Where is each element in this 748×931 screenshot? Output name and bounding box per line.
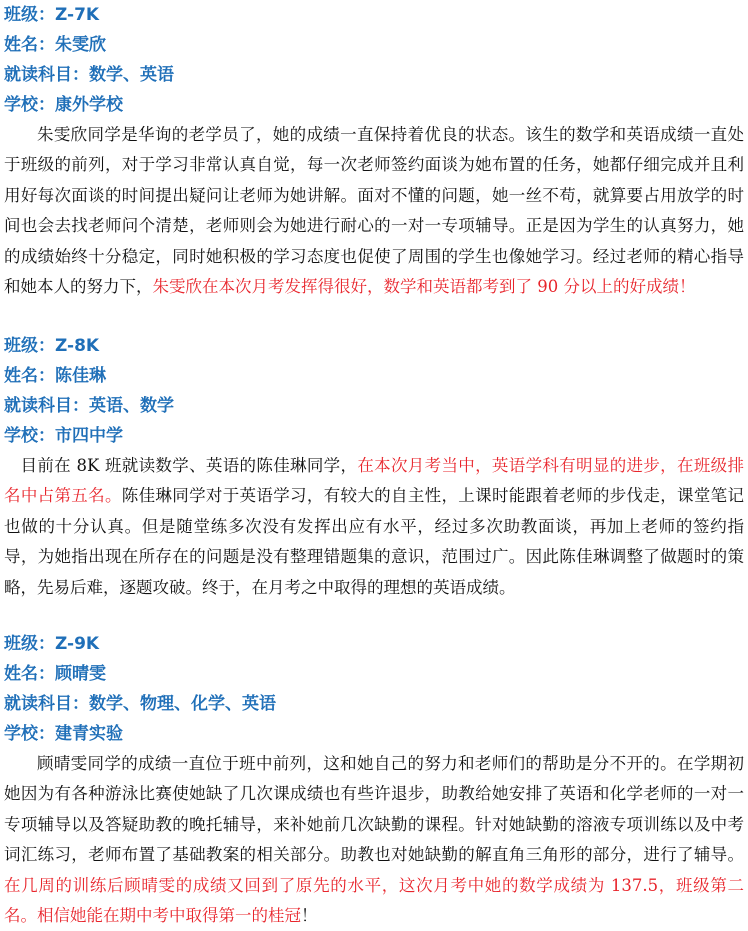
highlight-text: 朱雯欣在本次月考发挥得很好，数学和英语都考到了 90 分以上的好成绩！: [152, 277, 696, 297]
name-line: [4, 361, 744, 391]
school-label: 学校：: [4, 426, 55, 446]
paragraph-text-continued: 陈佳琳同学对于英语学习，有较大的自主性，上课时能跟着老师的步伐走，课堂笔记也做的十分认真。但是随堂练多次没有发挥出应有水平，经过多次助教面谈，再加上老师的签约指导，为她指出现在所存在的问题是没有整理错题集的意识，范围过广。因此陈佳琳调整了做题时的策略，先易后难，逐题攻破。终于，在月考之中取得的理想的英语成绩。: [4, 486, 745, 597]
paragraph-text: 朱雯欣同学是华询的老学员了，她的成绩一直保持着优良的状态。该生的数学和英语成绩一直处于班级的前列，对于学习非常认真自觉，每一次老师签约面谈为她布置的任务，她都仔细完成并且利用好每次面谈的时间提出疑问让老师为她讲解。面对不懂的问题，她一丝不苟，就算要占用放学的时间也会去找老师问个清楚，老师则会为她进行耐心的一对一专项辅导。正是因为学生的认真努力，她的成绩始终十分稳定，同时她积极的学习态度也促使了周围的学生也像她学习。经过老师的精心指导和她本人的努力下，: [4, 125, 744, 297]
student-report-2: [4, 331, 744, 603]
subjects-label: 就读科目：: [4, 396, 89, 416]
name-line: [4, 30, 744, 60]
class-value: Z-9K: [55, 634, 100, 654]
subjects-label: 就读科目：: [4, 65, 89, 85]
name-value: 顾晴雯: [55, 664, 106, 684]
subjects-value: 英语、数学: [89, 396, 174, 416]
class-line: [4, 629, 744, 659]
name-label: 姓名：: [4, 664, 55, 684]
subjects-line: [4, 60, 744, 90]
subjects-value: 数学、英语: [89, 65, 174, 85]
class-label: 班级：: [4, 634, 55, 654]
school-line: [4, 90, 744, 120]
paragraph-text: 顾晴雯同学的成绩一直位于班中前列，这和她自己的努力和老师们的帮助是分不开的。在学期初她因为有各种游泳比赛使她缺了几次课成绩也有些许退步，助教给她安排了英语和化学老师的一对一专项辅导以及答疑助教的晚托辅导，来补她前几次缺勤的课程。针对她缺勤的溶液专项训练以及中考词汇练习，老师布置了基础教案的相关部分。助教也对她缺勤的解直角三角形的部分，进行了辅导。: [4, 754, 744, 865]
school-label: 学校：: [4, 724, 55, 744]
subjects-value: 数学、物理、化学、英语: [89, 694, 276, 714]
class-line: [4, 0, 744, 30]
student-report-1: [4, 0, 744, 302]
subjects-line: [4, 391, 744, 421]
class-value: Z-7K: [55, 5, 100, 25]
report-paragraph: [4, 451, 744, 603]
highlight-text: 在几周的训练后顾晴雯的成绩又回到了原先的水平，这次月考中她的数学成绩为 137.5，班级第二名。相信她能在期中考中取得第一的桂冠: [4, 875, 744, 926]
subjects-label: 就读科目：: [4, 694, 89, 714]
subjects-line: [4, 689, 744, 719]
school-value: 市四中学: [55, 426, 123, 446]
highlight-text: 在本次月考当中，英语学科有明显的进步，在班级排名中占第五名。: [4, 456, 744, 506]
school-label: 学校：: [4, 95, 55, 115]
report-paragraph: [4, 120, 744, 302]
student-report-3: [4, 629, 744, 931]
name-value: 陈佳琳: [55, 366, 106, 386]
paragraph-tail: ！: [301, 906, 318, 926]
school-value: 建青实验: [55, 724, 123, 744]
class-label: 班级：: [4, 336, 55, 356]
name-label: 姓名：: [4, 35, 55, 55]
school-line: [4, 719, 744, 749]
paragraph-text: 目前在 8K 班就读数学、英语的陈佳琳同学，: [20, 456, 358, 475]
name-value: 朱雯欣: [55, 35, 106, 55]
report-paragraph: [4, 749, 744, 931]
name-label: 姓名：: [4, 366, 55, 386]
school-value: 康外学校: [55, 95, 123, 115]
class-label: 班级：: [4, 5, 55, 25]
class-line: [4, 331, 744, 361]
name-line: [4, 659, 744, 689]
school-line: [4, 421, 744, 451]
class-value: Z-8K: [55, 336, 100, 356]
